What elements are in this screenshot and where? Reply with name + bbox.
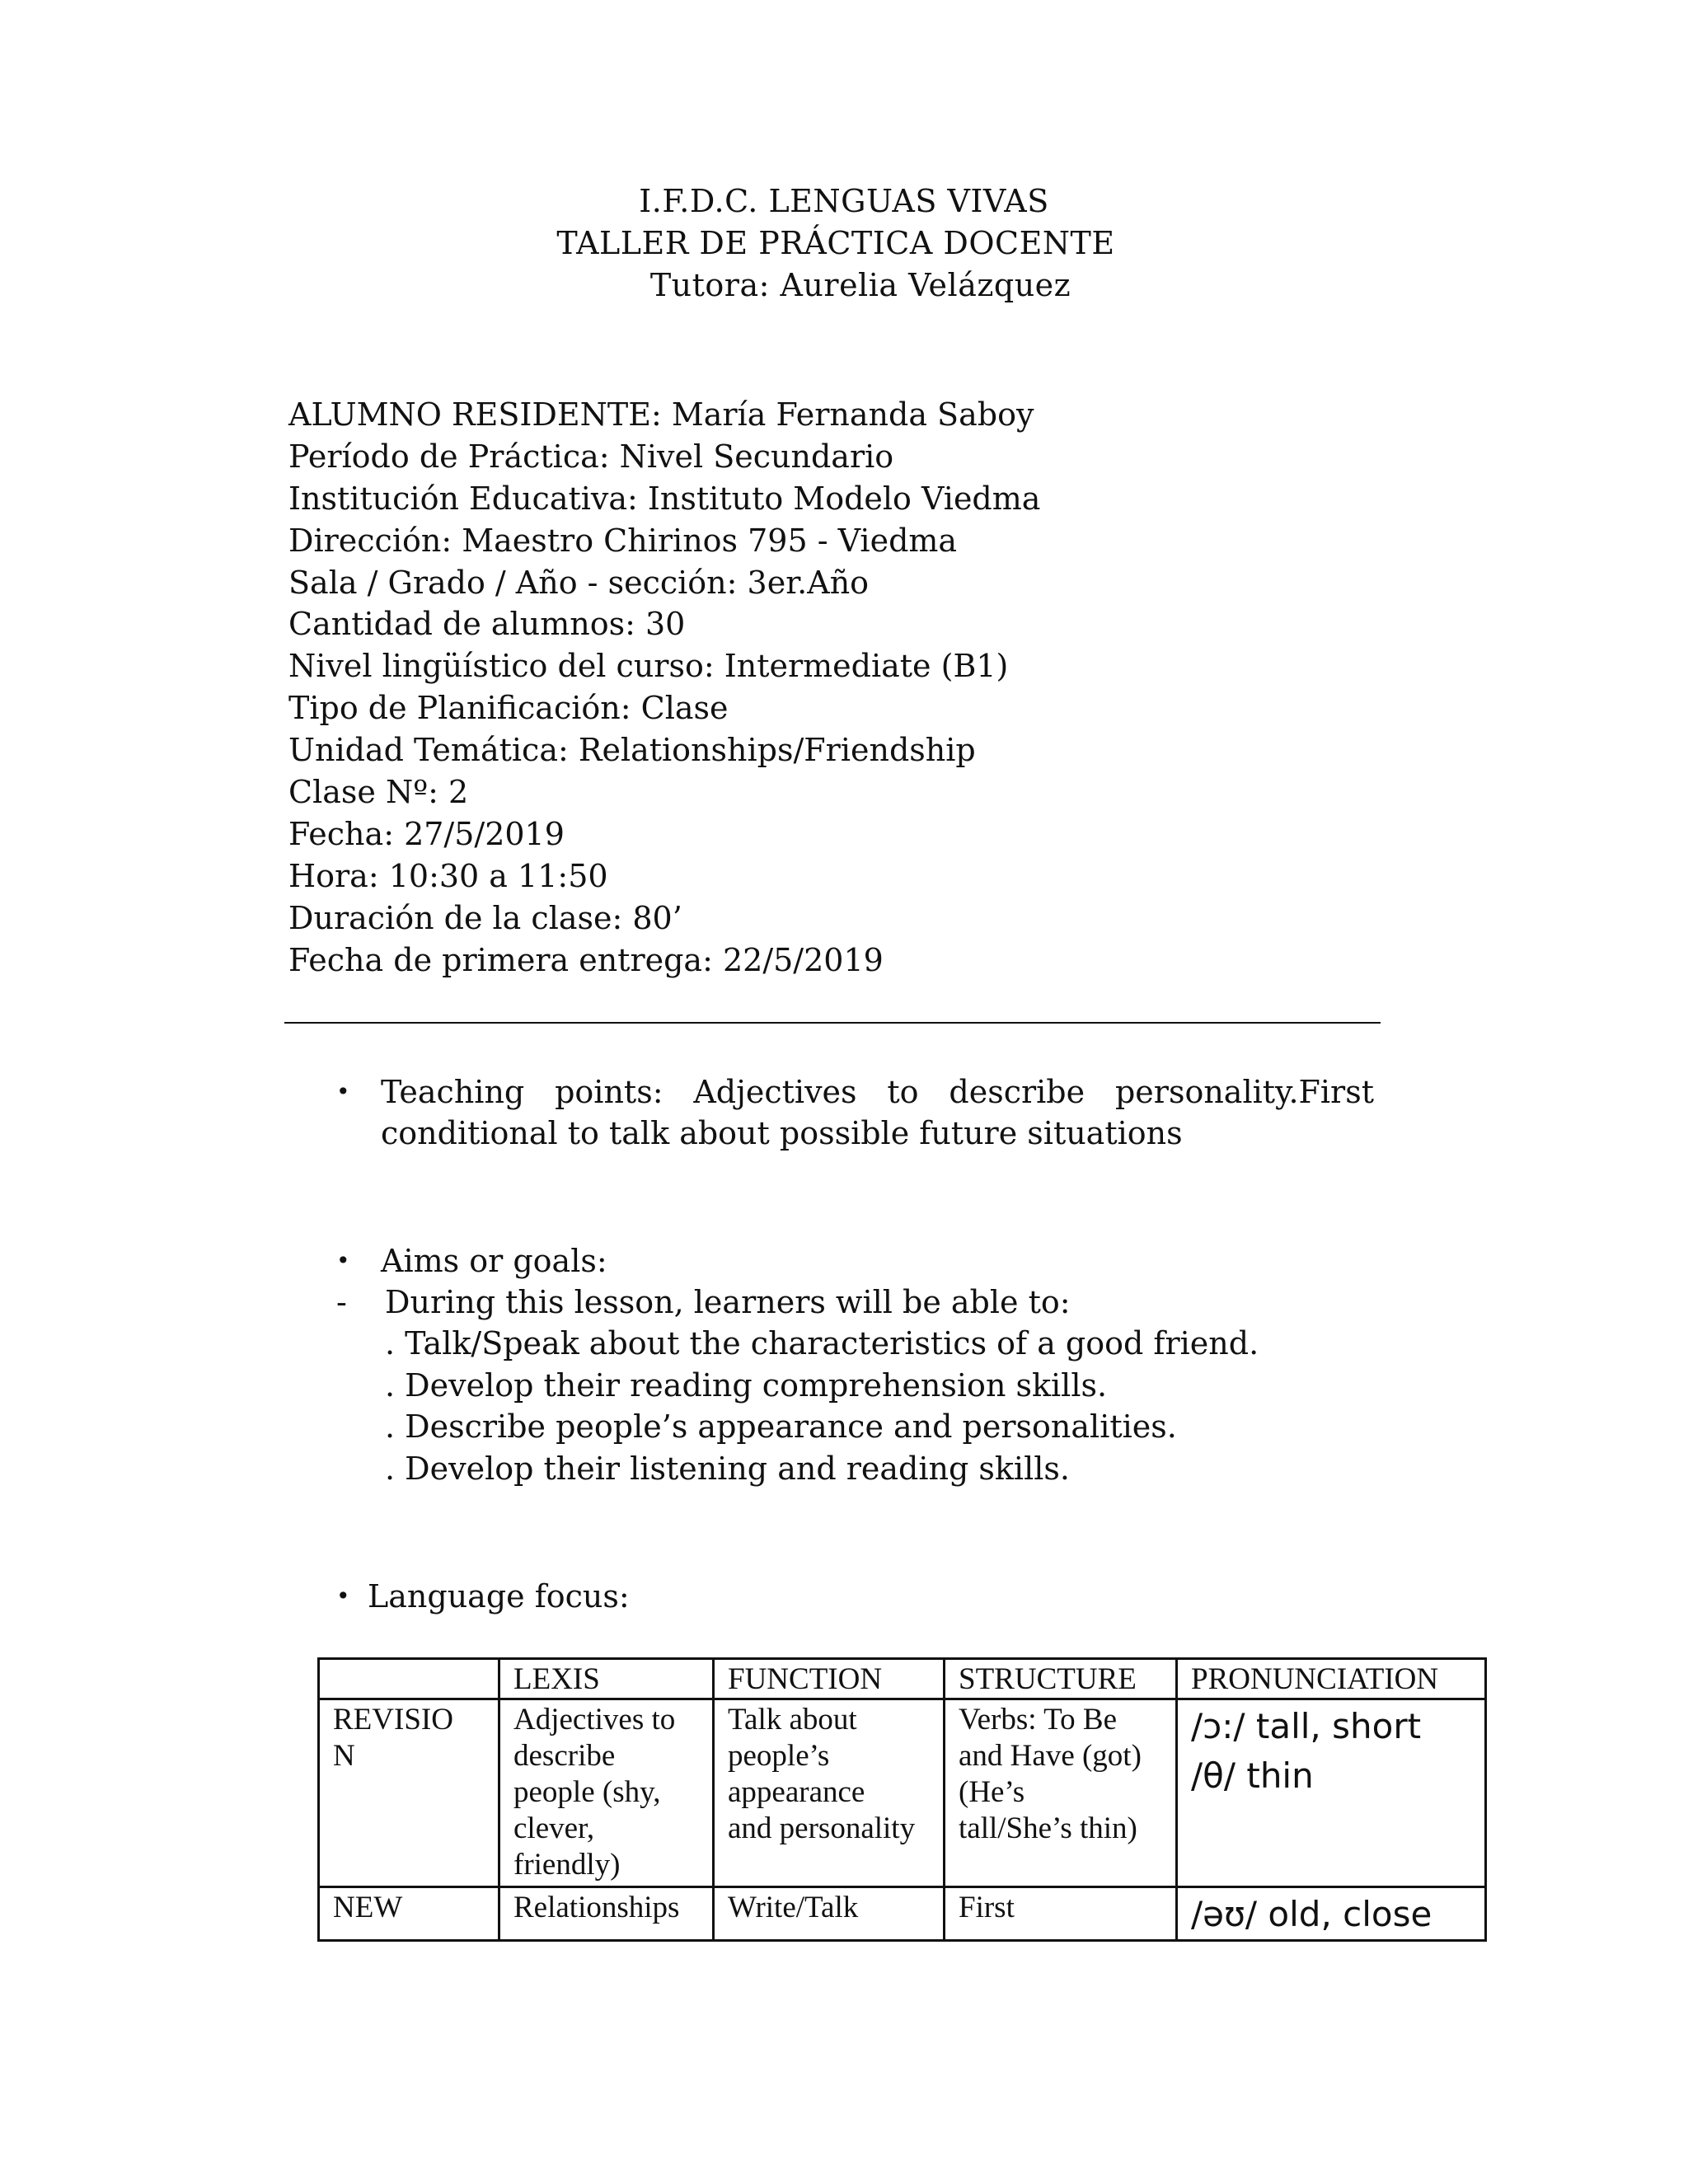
revision-structure: Verbs: To Be and Have (got) (He’s tall/She’s thin) <box>945 1699 1177 1887</box>
table-row-new <box>319 1887 1486 1941</box>
new-function: Write/Talk <box>714 1887 945 1941</box>
new-pronunciation: /əʊ/ old, close <box>1177 1887 1486 1941</box>
info-duration: Duración de la clase: 80’ <box>288 899 682 936</box>
new-structure: First <box>945 1887 1177 1941</box>
new-label: NEW <box>319 1887 499 1941</box>
info-date: Fecha: 27/5/2019 <box>288 815 565 852</box>
header-pronunciation: PRONUNCIATION <box>1177 1659 1486 1699</box>
header-structure: STRUCTURE <box>945 1659 1177 1699</box>
new-lexis: Relationships <box>499 1887 714 1941</box>
institution-title: I.F.D.C. LENGUAS VIVAS <box>639 183 1049 219</box>
aims-title: Aims or goals: <box>381 1243 607 1279</box>
aims-bullet: • <box>336 1247 350 1274</box>
teaching-points-line1 <box>381 1071 1374 1113</box>
info-delivery-date: Fecha de primera entrega: 22/5/2019 <box>288 941 884 978</box>
revision-lexis: Adjectives to describe people (shy, clever, friendly) <box>499 1699 714 1887</box>
aims-list <box>385 1323 1259 1489</box>
teaching-points <box>381 1071 1374 1154</box>
aims-intro: During this lesson, learners will be able to: <box>385 1284 1071 1320</box>
info-unit: Unidad Temática: Relationships/Friendship <box>288 732 976 769</box>
section-divider <box>284 1022 1381 1024</box>
info-time: Hora: 10:30 a 11:50 <box>288 857 608 894</box>
tp-word: Adjectives <box>693 1074 857 1110</box>
tp-word: points: <box>555 1074 663 1110</box>
info-grade: Sala / Grado / Año - sección: 3er.Año <box>288 564 870 601</box>
course-title: TALLER DE PRÁCTICA DOCENTE <box>556 225 1115 261</box>
tp-word: describe <box>949 1074 1085 1110</box>
aim-item: . Develop their reading comprehension skills. <box>385 1366 1108 1404</box>
info-institution: Institución Educativa: Instituto Modelo Viedma <box>288 480 1041 517</box>
aims-dash: - <box>336 1284 347 1320</box>
info-level: Nivel lingüístico del curso: Intermediate (B1) <box>288 648 1009 685</box>
revision-function: Talk about people’s appearance and personality <box>714 1699 945 1887</box>
aim-item: . Talk/Speak about the characteristics of a good friend. <box>385 1325 1259 1361</box>
language-focus-bullet: • <box>336 1582 350 1610</box>
header-lexis: LEXIS <box>499 1659 714 1699</box>
info-class-number: Clase Nº: 2 <box>288 774 469 811</box>
info-student: ALUMNO RESIDENTE: María Fernanda Saboy <box>288 396 1034 433</box>
aim-item: . Develop their listening and reading skills. <box>385 1450 1070 1487</box>
header-function: FUNCTION <box>714 1659 945 1699</box>
language-focus-table <box>317 1657 1487 1942</box>
table-header-row <box>319 1659 1486 1699</box>
tutor-line: Tutora: Aurelia Velázquez <box>649 267 1071 303</box>
aim-item: . Describe people’s appearance and personalities. <box>385 1408 1177 1445</box>
language-focus-title: Language focus: <box>368 1578 630 1615</box>
info-address: Dirección: Maestro Chirinos 795 - Viedma <box>288 522 958 559</box>
tp-word: personality.First <box>1114 1074 1374 1110</box>
info-period: Período de Práctica: Nivel Secundario <box>288 438 894 475</box>
tp-word: to <box>887 1074 919 1110</box>
student-info-block <box>288 394 1040 981</box>
teaching-points-bullet: • <box>336 1078 350 1105</box>
tp-word: Teaching <box>381 1074 525 1110</box>
table-row-revision <box>319 1699 1486 1887</box>
revision-pronunciation: /ɔ:/ tall, short /θ/ thin <box>1177 1699 1486 1887</box>
header-empty <box>319 1659 499 1699</box>
info-plan-type: Tipo de Planificación: Clase <box>288 690 729 727</box>
info-student-count: Cantidad de alumnos: 30 <box>288 606 686 643</box>
teaching-points-line2: conditional to talk about possible future situations <box>381 1115 1183 1151</box>
revision-label: REVISIO N <box>319 1699 499 1887</box>
